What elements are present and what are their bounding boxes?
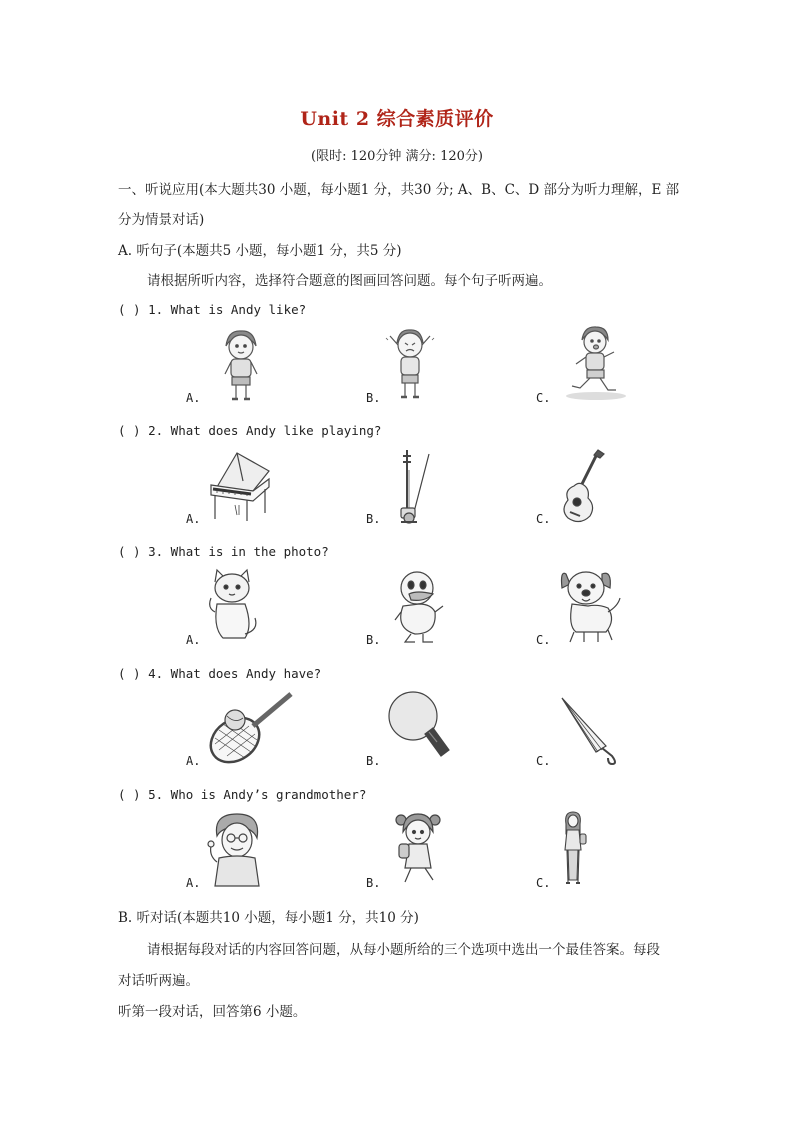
part1-heading-line2: 分为情景对话) [118,212,205,228]
option-c-label: C. [536,876,551,890]
question-1 [118,302,306,317]
question-5 [118,787,366,802]
question-text: 4. What does Andy have? [148,666,322,681]
option-c-label: C. [536,633,551,647]
option-b-label: B. [366,633,381,647]
young-woman-image[interactable] [558,810,588,888]
option-b-label: B. [366,512,381,526]
tennis-racket-image[interactable] [205,690,297,768]
section-b-instruction-line1: 请根据每段对话的内容回答问题，从每小题所给的三个选项中选出一个最佳答案。每段 [147,942,660,958]
part1-heading-line1: 一、听说应用(本大题共30 小题，每小题1 分，共30 分; A、B、C、D 部分为听力理解，E 部 [118,182,680,198]
piano-image[interactable] [207,449,273,524]
option-c-label: C. [536,391,551,405]
grandmother-image[interactable] [207,810,265,888]
boy-pulling-ears-image[interactable] [385,326,435,402]
umbrella-image[interactable] [558,694,622,766]
question-text: 1. What is Andy like? [148,302,307,317]
option-a-label: A. [186,391,201,405]
duck-image[interactable] [393,568,445,646]
option-a-label: A. [186,512,201,526]
running-boy-image[interactable] [562,324,630,402]
question-text: 3. What is in the photo? [148,544,329,559]
option-b-label: B. [366,876,381,890]
question-3 [118,544,329,559]
answer-bracket[interactable]: ( ) [118,666,141,681]
option-a-label: A. [186,633,201,647]
girl-with-bag-image[interactable] [393,810,443,888]
cat-image[interactable] [207,568,259,644]
standing-boy-image[interactable] [218,328,264,403]
guitar-image[interactable] [560,448,608,526]
option-b-label: B. [366,754,381,768]
question-text: 5. Who is Andy’s grandmother? [148,787,367,802]
option-b-label: B. [366,391,381,405]
time-score-info: (限时: 120分钟 满分: 120分) [311,149,483,164]
dog-image[interactable] [558,566,622,648]
ping-pong-paddle-image[interactable] [387,690,451,764]
page-title: Unit 2 综合素质评价 [300,108,494,130]
section-b-instruction-line2: 对话听两遍。 [118,973,199,989]
option-c-label: C. [536,512,551,526]
option-a-label: A. [186,754,201,768]
option-c-label: C. [536,754,551,768]
dialog-1-instruction: 听第一段对话，回答第6 小题。 [118,1004,307,1020]
answer-bracket[interactable]: ( ) [118,544,141,559]
option-a-label: A. [186,876,201,890]
section-a-instruction: 请根据所听内容，选择符合题意的图画回答问题。每个句子听两遍。 [147,273,552,289]
question-text: 2. What does Andy like playing? [148,423,382,438]
section-a-heading: A. 听句子(本题共5 小题，每小题1 分，共5 分) [118,243,402,259]
erhu-image[interactable] [393,446,433,526]
question-2 [118,423,381,438]
answer-bracket[interactable]: ( ) [118,302,141,317]
answer-bracket[interactable]: ( ) [118,423,141,438]
question-4 [118,666,321,681]
section-b-heading: B. 听对话(本题共10 小题，每小题1 分，共10 分) [118,910,419,926]
answer-bracket[interactable]: ( ) [118,787,141,802]
